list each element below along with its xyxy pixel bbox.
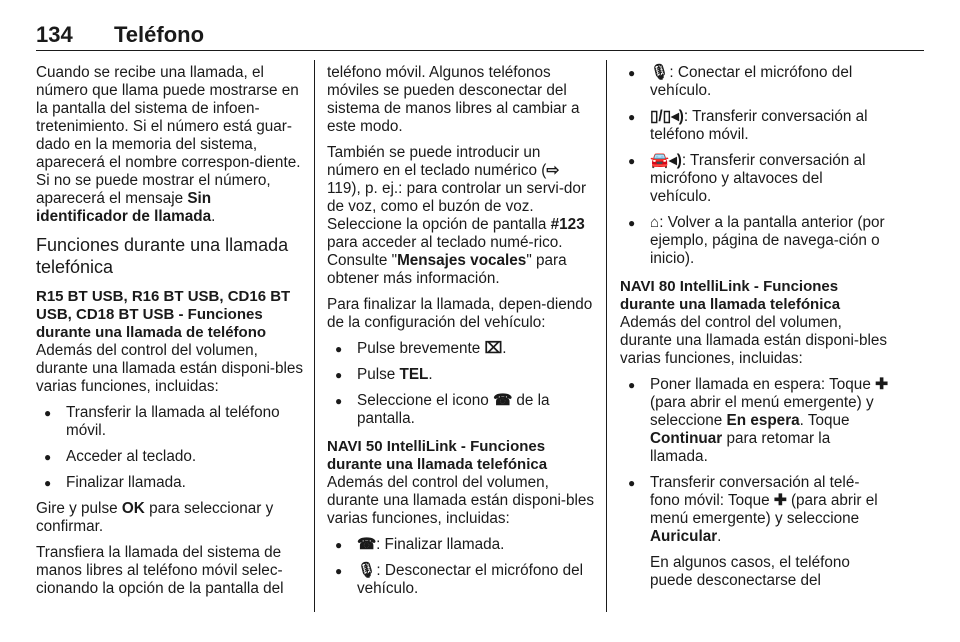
list-item: ● 🎙: Conectar el micrófono del vehículo. [620, 64, 888, 100]
list-item: ● ☎: Finalizar llamada. [327, 536, 595, 554]
bullet-list [620, 64, 888, 268]
plus-icon: ✚ [875, 376, 888, 393]
subsection-heading: NAVI 50 IntelliLink - Funciones durante una llamada telefónica [327, 438, 548, 473]
list-item: ● 🚘◂): Transferir conversación al micrófono y altavoces del vehículo. [620, 152, 888, 206]
bullet-list [36, 404, 304, 492]
plus-icon: ✚ [773, 492, 787, 509]
bullet-list [327, 536, 595, 598]
list-item: ● Acceder al teclado. [36, 448, 304, 466]
header-rule [36, 50, 924, 51]
arrow-right-icon: ⇨ [546, 162, 560, 179]
list-item: ● Finalizar llamada. [36, 474, 304, 492]
car-speaker-icon: 🚘◂) [650, 152, 682, 169]
subsection-heading: NAVI 80 IntelliLink - Funciones durante una llamada telefónica [620, 278, 841, 313]
list-item: ● ▯/▯◂): Transferir conversación al teléfono móvil. [620, 108, 888, 144]
list-item: ● Transferir la llamada al teléfono móvil. [36, 404, 304, 440]
list-item: ● Seleccione el icono ☎ de la pantalla. [327, 392, 595, 428]
microphone-off-icon: 🎙 [357, 562, 377, 579]
column-divider-2 [606, 60, 607, 612]
column-3 [620, 64, 888, 598]
bullet-list [620, 376, 888, 590]
handset-speaker-icon: ▯/▯◂) [650, 108, 684, 125]
paragraph: teléfono móvil. Algunos teléfonos móviles se pueden desconectar del sistema de manos libres al cambiar a este modo. [327, 64, 580, 135]
hang-up-key-icon: ⌧ [484, 340, 503, 357]
list-item: ● Transferir conversación al telé-fono móvil: Toque ✚ (para abrir el menú emergente) y seleccione Auricular. En algunos casos, el teléfono puede desconectarse del [620, 474, 888, 590]
list-item: ● Poner llamada en espera: Toque ✚ (para abrir el menú emergente) y seleccione En espera. Toque Continuar para retomar la llamada. [620, 376, 888, 466]
page-title: Teléfono [114, 22, 205, 47]
paragraph: Además del control del volumen, durante una llamada están disponi-bles varias funciones, incluidas: [327, 474, 595, 527]
subsection-heading: R15 BT USB, R16 BT USB, CD16 BT USB, CD18 BT USB - Funciones durante una llamada de teléfono [36, 288, 291, 341]
microphone-icon: 🎙 [650, 64, 670, 81]
paragraph: Además del control del volumen, durante una llamada están disponi-bles varias funciones, incluidas: [36, 342, 304, 395]
paragraph: Cuando se recibe una llamada, el número que llama puede mostrarse en la pantalla del sistema de infoen-tretenimiento. Si el número está guar-dado en la memoria del sistema, aparecerá el nombre correspon-diente. Si no se puede mostrar el número, aparecerá el mensaje Sin identificador de llamada. [36, 64, 301, 225]
home-icon: ⌂ [650, 214, 660, 231]
paragraph: Para finalizar la llamada, depen-diendo de la configuración del vehículo: [327, 296, 593, 331]
list-item: ● ⌂: Volver a la pantalla anterior (por ejemplo, página de navega-ción o inicio). [620, 214, 888, 268]
page-number: 134 [36, 22, 73, 47]
paragraph: También se puede introducir un número en el teclado numérico (⇨ 119), p. ej.: para controlar un servi-dor de voz, como el buzón de voz. Seleccione la opción de pantalla #123 para acceder al teclado numé-rico. Consulte "Mensajes vocales" para obtener más información. [327, 144, 587, 287]
paragraph: En algunos casos, el teléfono puede desconectarse del [650, 554, 850, 589]
list-item: ● 🎙: Desconectar el micrófono del vehículo. [327, 562, 595, 598]
paragraph: Transfiera la llamada del sistema de manos libres al teléfono móvil selec-cionando la opción de la pantalla del [36, 544, 284, 597]
column-divider-1 [314, 60, 315, 612]
end-call-icon: ☎ [493, 392, 513, 409]
page-header [36, 22, 924, 50]
bullet-list [327, 340, 595, 428]
paragraph: Además del control del volumen, durante una llamada están disponi-bles varias funciones, incluidas: [620, 314, 888, 367]
list-item: ● Pulse brevemente ⌧. [327, 340, 595, 358]
column-2 [327, 64, 595, 606]
end-call-icon: ☎ [357, 536, 377, 553]
list-item: ● Pulse TEL. [327, 366, 595, 384]
column-1 [36, 64, 304, 606]
paragraph: Gire y pulse OK para seleccionar y confirmar. [36, 500, 274, 535]
section-heading: Funciones durante una llamada telefónica [36, 235, 289, 277]
